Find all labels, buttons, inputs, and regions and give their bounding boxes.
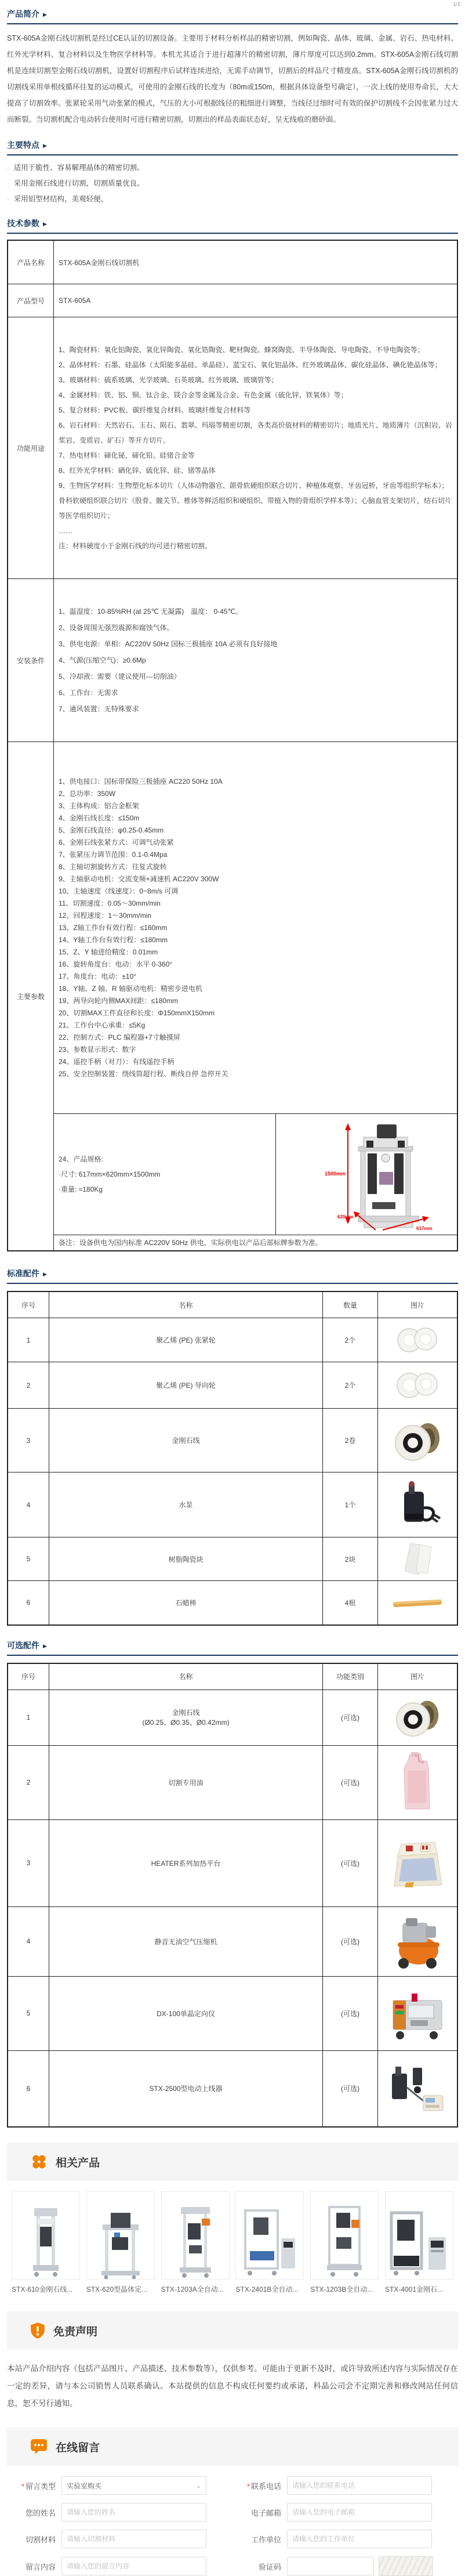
- standard-title-text: 标准配件: [7, 1269, 39, 1278]
- col-header-qty: 数量: [323, 1291, 378, 1318]
- wire-threader-photo: [380, 2062, 455, 2115]
- resin-ceramic-blocks-photo: [380, 1540, 455, 1578]
- machine-photo: [279, 1116, 453, 1232]
- section-arrow-icon: ▶: [43, 12, 47, 17]
- product-dimension-photo: [275, 1114, 457, 1235]
- tech-section-title: [7, 209, 458, 234]
- form-field-captcha: [232, 2556, 458, 2576]
- name-input[interactable]: [61, 2503, 206, 2521]
- optional-section-title: [7, 1631, 458, 1656]
- paraffin-stick-photo: [380, 1594, 455, 1611]
- phone-label: * 联系电话: [246, 2481, 281, 2491]
- related-products-header: [7, 2143, 458, 2181]
- table-row: 3 金刚石线 2卷: [8, 1409, 457, 1472]
- message-type-value: 实验室购买: [67, 2481, 102, 2490]
- related-product-card[interactable]: [235, 2191, 304, 2294]
- cutting-oil-jug-photo: [380, 1751, 455, 1814]
- dim-width-label: 617mm: [416, 1226, 433, 1231]
- related-product-caption[interactable]: STX-4001金刚石...: [384, 2285, 444, 2293]
- related-product-card[interactable]: [310, 2191, 379, 2294]
- spec-value-product-name: STX-605A金刚石线切割机: [54, 240, 458, 284]
- features-section-title: [7, 131, 458, 155]
- related-product-photo[interactable]: [310, 2191, 379, 2280]
- spec-value-model: STX-605A: [54, 284, 458, 317]
- company-input[interactable]: [287, 2530, 432, 2548]
- crystal-orienter-photo: [380, 1985, 455, 2041]
- feature-item: · 采用金刚石线进行切割，切割质量优良。: [7, 179, 144, 187]
- section-arrow-icon: ▶: [43, 143, 47, 149]
- intro-title-text: 产品简介: [7, 9, 39, 19]
- intro-section-title: [7, 0, 458, 24]
- table-row: 2 切割专用油 (可选): [8, 1745, 457, 1819]
- section-arrow-icon: ▶: [43, 1642, 47, 1649]
- message-type-label: * 留言类型: [21, 2481, 56, 2491]
- table-row: 2 聚乙烯 (PE) 导向轮 2个: [8, 1362, 457, 1409]
- table-row: 6 STX-2500型电动上线器 (可选): [8, 2050, 457, 2127]
- table-row: 3 HEATER系列加热平台 (可选): [8, 1819, 457, 1906]
- message-form: [7, 2476, 458, 2576]
- table-row: [8, 742, 457, 1251]
- email-input[interactable]: [287, 2503, 432, 2521]
- section-tech-params: [7, 209, 458, 1251]
- related-product-caption[interactable]: STX-620型晶体定...: [86, 2285, 148, 2293]
- product-intro-text: STX-605A金刚石线切割机是经过CE认证的切割设备。主要用于材料分析样品的精密切割，例如陶瓷、晶体、玻璃、金属、岩石、热电材料、红外光学材料、复合材料以及生物医学材料等。本机尤其适合于进行超薄片的精密切割，薄片厚度可以达到0.2mm。STX-605A金刚石线切割机是连续切割型金刚石线切割机，设置好切割程序后试样连续进给，无需手动调节，切割后的样品尺寸精度高。STX-605A金刚石线切割机的切割线采用单根线循环往复的运动模式，可使用的金刚石线的长度为（80m或150m，根据具体设备型号确定），一次上线的使用寿命长，大大提高了切割效率。张紧轮采用气动张紧的模式，气压的大小可根据线径的粗细进行调整，当线径过细时可有效的保护切割线不会因张紧力过大而断裂。当切割机配合电动转台使用时可进行精密切割，切割出的样品表面状态好，呈无线痕的磨砂面。: [7, 34, 458, 124]
- disclaimer-title: 免责声明: [53, 2325, 98, 2338]
- table-header-row: [8, 1291, 457, 1318]
- form-field-email: [232, 2503, 458, 2521]
- spec-label-product-name: 产品名称: [8, 240, 54, 284]
- related-product-caption[interactable]: STX-1203B全自动...: [310, 2285, 373, 2293]
- col-header-name: 名称: [49, 1291, 323, 1318]
- table-row: 4 静音无油空气压缩机 (可选): [8, 1906, 457, 1976]
- form-row: [7, 2503, 458, 2521]
- table-row: 5 树脂陶瓷块 2块: [8, 1537, 457, 1581]
- related-product-caption[interactable]: STX-1203A全自动...: [161, 2285, 224, 2293]
- table-row: [8, 240, 457, 284]
- content-label: 留言内容: [25, 2562, 56, 2571]
- section-intro: [7, 0, 458, 128]
- shield-icon: [30, 2322, 45, 2339]
- related-product-photo[interactable]: [161, 2191, 230, 2280]
- required-asterisk: *: [21, 2481, 24, 2491]
- email-label: 电子邮箱: [250, 2508, 281, 2517]
- form-field-company: [232, 2530, 458, 2548]
- spec-label-model: 产品型号: [8, 284, 54, 317]
- chevron-down-icon: ⌄: [195, 2482, 201, 2490]
- section-optional-accessories: [7, 1631, 458, 2128]
- air-compressor-photo: [380, 1912, 455, 1970]
- table-row: [8, 284, 457, 317]
- col-header-no: 序号: [8, 1663, 49, 1690]
- tech-title-text: 技术参数: [7, 219, 39, 228]
- spec-label-function: 功能用途: [8, 317, 54, 579]
- related-product-card[interactable]: [385, 2191, 453, 2294]
- disclaimer-text: 本站产品介绍内容（包括产品图片、产品描述、技术参数等），仅供参考。可能由于更新不及时，或许导致所述内容与实际情况存在一定的差异，请与本公司销售人员联系确认。本站提供的信息不构成任何要约或承诺，科晶公司会不定期完善和修改网站任何信息，恕不另行通知。: [7, 2364, 458, 2408]
- spec-label-main-params: 主要参数: [8, 742, 54, 1251]
- related-product-photo[interactable]: [385, 2191, 453, 2280]
- section-arrow-icon: ▶: [43, 221, 47, 227]
- optional-accessories-table: [7, 1663, 458, 2128]
- related-product-photo[interactable]: [86, 2191, 155, 2280]
- spec-value-install: [54, 579, 458, 742]
- related-products-title: 相关产品: [56, 2157, 100, 2169]
- form-row: [7, 2530, 458, 2548]
- spec-value-main-params: [54, 742, 458, 1251]
- material-input[interactable]: [61, 2530, 206, 2548]
- table-row: 6 石蜡棒 4根: [8, 1581, 457, 1625]
- install-lines: 1、温湿度：10-85%RH (at 25℃ 无凝露) 温度： 0-45℃。 2、设备周围无强烈震源和腐蚀气体。 3、供电电源：单相：AC220V 50Hz 国标三极插座 10A 必须有良好接地 4、气源(压缩空气)：≥0.6Mp 5、冷却液：需要（建议使用---切削油） 6、工作台：无需求 7、通风装置：无特殊要求: [59, 607, 278, 713]
- table-header-row: [8, 1663, 457, 1690]
- tech-spec-table: [7, 240, 458, 1251]
- dim-depth-label: 620mm: [337, 1214, 354, 1220]
- section-arrow-icon: ▶: [43, 1271, 47, 1277]
- required-asterisk: *: [246, 2481, 250, 2491]
- online-message-header: [7, 2427, 458, 2466]
- company-label: 工作单位: [250, 2535, 281, 2544]
- param-lines: 1、供电接口：国标带保险三极插座 AC220 50Hz 10A 2、总功率：350W 3、主体构成：铝合金框架 4、金刚石线长度：≤150m 5、金刚石线直径：φ0.25-0.45mm 6、金刚石线张紧方式：可调气动张紧 7、张紧压力调节范围：0.1-0.4Mpa 8、主轴切割旋转方式：往复式旋转 9、主轴驱动电机：交流变频+减速机 AC220V 300W 10、主轴速度（线速度）：0~8m/s 可调 11、切割速度：0.05～30mm/min 12、回程速度：1～30mm/min 13、Z轴工作台有效行程：≤160mm 14、Y轴工作台有效行程：≤180mm 15、Z、Y 轴进给精度：0.01mm 16、旋转角度台：电动：水平 0-360° 17、角度台：电动：±10° 18、Y轴、Z 轴、R 轴驱动电机：精密步进电机 19、两导向轮内侧MAX间距：≤180mm 20、切割MAX工件直径和长度：Φ150mmX150mm 21、工作台中心承重：≤5Kg 22、控制方式：PLC 编程器+7寸触摸屏 23、参数显示形式：数字 24、遥控手柄（对刀）：有线遥控手柄 25、安全控制装置：绕线筒超行程、断线自停 急停开关: [59, 777, 228, 1078]
- content-input[interactable]: [61, 2557, 206, 2575]
- diamond-wire-spools-photo: [380, 1416, 455, 1465]
- table-row: 1 聚乙烯 (PE) 张紧轮 2个: [8, 1318, 457, 1362]
- col-header-name: 名称: [49, 1663, 323, 1690]
- standard-section-title: [7, 1260, 458, 1284]
- col-header-no: 序号: [8, 1291, 49, 1318]
- captcha-image[interactable]: [379, 2556, 433, 2576]
- pe-tension-wheels-photo: [380, 1325, 455, 1355]
- related-product-card[interactable]: [12, 2191, 80, 2294]
- table-row: 1 金刚石线 (Ø0.25、Ø0.35、Ø0.42mm) (可选): [8, 1689, 457, 1745]
- related-product-card[interactable]: [161, 2191, 230, 2294]
- bullet-icon: ·: [7, 180, 9, 187]
- spec-label-install: 安装条件: [8, 579, 54, 742]
- related-product-caption[interactable]: STX-2401B全自动...: [235, 2285, 299, 2293]
- form-field-phone: [232, 2476, 458, 2495]
- diamond-wire-spools-photo: [380, 1694, 455, 1741]
- feature-item: · 适用于脆性、容易解理晶体的精密切割。: [7, 164, 144, 172]
- section-standard-accessories: [7, 1260, 458, 1626]
- dim-height-label: 1500mm: [325, 1171, 346, 1177]
- features-title-text: 主要特点: [7, 140, 39, 150]
- bullet-icon: ·: [7, 196, 9, 203]
- form-field-content: [7, 2556, 232, 2576]
- form-row: [7, 2556, 458, 2576]
- col-header-pic: 图片: [378, 1663, 458, 1690]
- table-row: [8, 317, 457, 579]
- related-product-photo[interactable]: [235, 2191, 304, 2280]
- table-row: 5 DX-100单晶定向仪 (可选): [8, 1976, 457, 2050]
- related-product-photo[interactable]: [12, 2191, 80, 2280]
- pe-guide-wheels-photo: [380, 1370, 455, 1401]
- captcha-input[interactable]: [287, 2557, 374, 2575]
- product-spec-subrow: [54, 1113, 457, 1235]
- spec-value-function: [54, 317, 458, 579]
- related-product-caption[interactable]: STX-610金刚石线...: [12, 2285, 73, 2293]
- form-field-message-type: [7, 2476, 232, 2495]
- form-field-name: [7, 2503, 232, 2521]
- standard-accessories-table: [7, 1291, 458, 1626]
- related-product-card[interactable]: [86, 2191, 155, 2294]
- section-features: [7, 131, 458, 207]
- function-lines: 1、陶瓷材料：氧化铝陶瓷、氧化锌陶瓷、氧化锆陶瓷、靶材陶瓷、蜂窝陶瓷、半导体陶瓷、导电陶瓷、不导电陶瓷等； 2、晶体材料：石墨、硅晶体（太阳能多晶硅、单晶硅）、蓝宝石、氧化铝晶体、红外玻璃晶体、碳化硅晶体、碘化铯晶体等； 3、玻璃材料：硫系玻璃、光学玻璃、石英玻璃、红外玻璃、玻璃管等； 4、金属材料：铁、铝、铜、钛合金、镁合金等金属及合金、有色金属（硫化锌、铁氧体）等； 5、复合材料：PVC板、碳纤维复合材料、玻璃纤维复合材料等 6、岩石材料：天然岩石、玉石、陨石、翡翠、玛瑙等精密切割，各类高价值材料的精密切片；地质光片、地质薄片（沉积岩、岩浆岩、变质岩、矿石）等开方切片。 7、热电材料：碲化铋，碲化铅、硅锗合金等 8、红外光学材料：硒化锌、硫化锌、硅、锗等晶体 9、生物医学材料：生物塑化标本切片（人体动物器官、颌骨软硬组织联合切片、种植体观察、牙齿冠桥，牙齿等组织学标本）；骨科软硬组织联合切片（股骨、髋关节、椎体等鲜活组织和硬组织、带植入物的骨组织学样本等）；心脑血管支架切片，结石切片等医学组织切片； …… 注：材料硬度小于金刚石线的均可进行精密切割。: [59, 346, 452, 550]
- clover-icon: [30, 2153, 48, 2170]
- related-products-list: [12, 2191, 453, 2294]
- water-pump-photo: [380, 1479, 455, 1531]
- heater-platform-photo: [380, 1836, 455, 1890]
- form-row: [7, 2476, 458, 2495]
- form-field-material: [7, 2530, 232, 2548]
- page-indicator: 1/1: [453, 1, 460, 7]
- col-header-category: 功能类别: [323, 1663, 378, 1690]
- col-header-pic: 图片: [378, 1291, 458, 1318]
- optional-title-text: 可选配件: [7, 1640, 39, 1650]
- phone-input[interactable]: [287, 2476, 432, 2495]
- material-label: 切割材料: [25, 2535, 56, 2544]
- captcha-label: 验证码: [258, 2562, 281, 2571]
- bullet-icon: ·: [7, 165, 9, 172]
- table-row: 4 水泵 1个: [8, 1472, 457, 1537]
- disclaimer-header: [7, 2311, 458, 2350]
- product-spec-text: 24、产品规格: ·尺寸: 617mm×620mm×1500mm ·重量: ≈180Kg: [59, 1155, 161, 1193]
- online-message-title: 在线留言: [56, 2441, 100, 2454]
- chat-bubble-icon: [30, 2438, 48, 2455]
- table-row: [8, 579, 457, 742]
- power-note: 备注：设备供电为国内标准 AC220V 50Hz 供电，实际供电以产品后部标牌参数为准。: [54, 1235, 457, 1250]
- feature-item: · 采用铝型材结构，美观轻便。: [7, 195, 108, 203]
- name-label: 您的姓名: [25, 2508, 56, 2517]
- features-list: [7, 160, 458, 207]
- message-type-select[interactable]: [61, 2476, 206, 2495]
